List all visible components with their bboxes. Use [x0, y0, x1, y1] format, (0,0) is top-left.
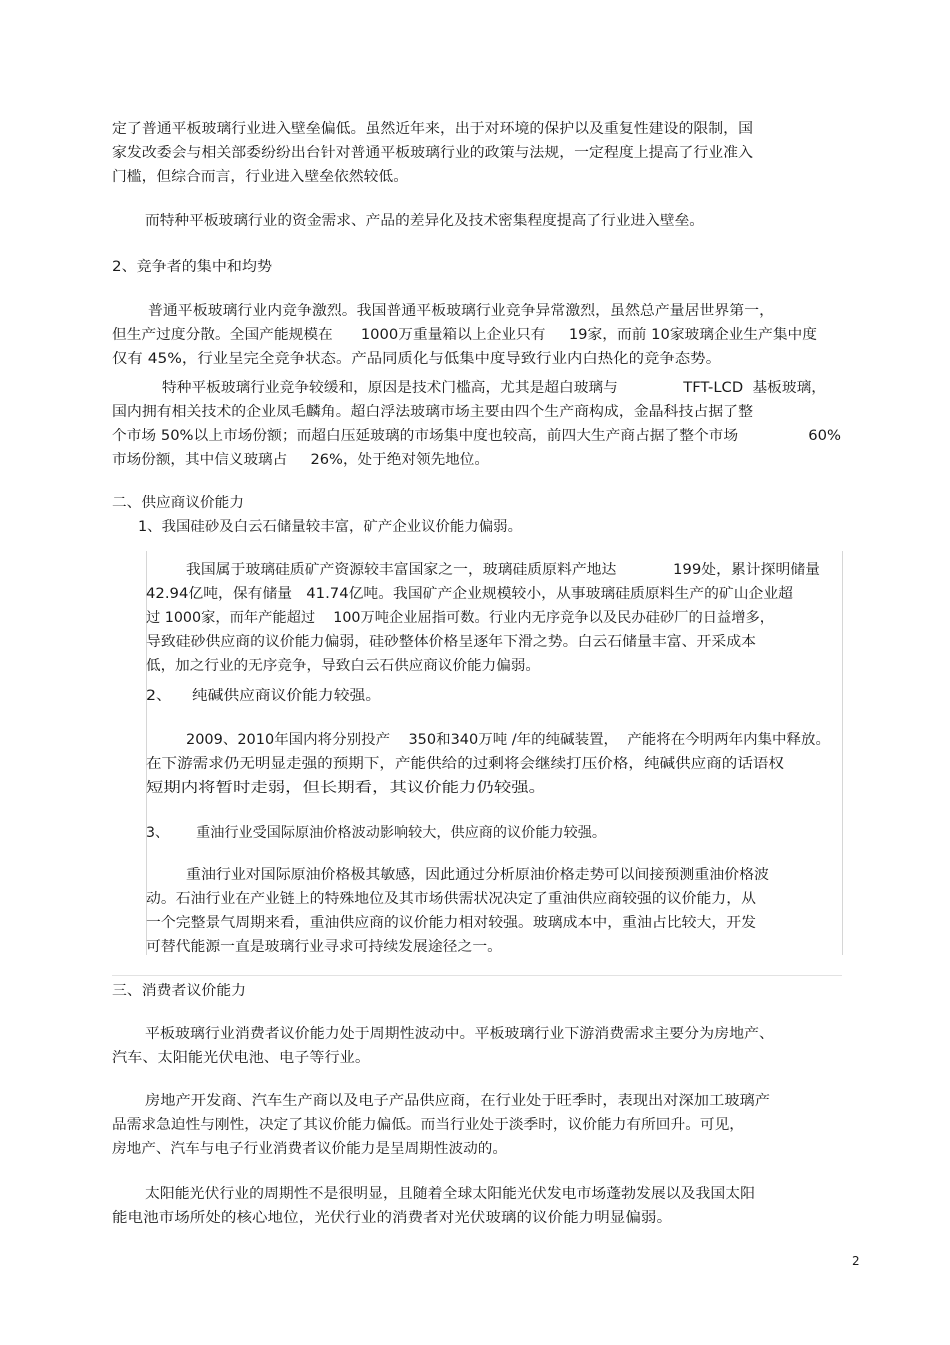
- text-line: 房地产、汽车与电子行业消费者议价能力是呈周期性波动的。: [112, 1141, 507, 1157]
- text-line: 3、 重油行业受国际原油价格波动影响较大，供应商的议价能力较强。: [146, 825, 606, 841]
- text-line: 动。石油行业在产业链上的特殊地位及其市场供需状况决定了重油供应商较强的议价能力，从: [146, 891, 756, 907]
- page-number: 2: [852, 1254, 860, 1268]
- text-line: 但生产过度分散。全国产能规模在 1000万重量箱以上企业只有 19家，而前 10家玻璃企业生产集中度: [112, 327, 817, 343]
- text-line: 过 1000家，而年产能超过 100万吨企业屈指可数。行业内无序竞争以及民办硅砂厂的日益增多，: [146, 610, 774, 626]
- text-line: 太阳能光伏行业的周期性不是很明显，且随着全球太阳能光伏发电市场蓬勃发展以及我国太阳: [145, 1186, 755, 1202]
- text-line: 2、 纯碱供应商议价能力较强。: [146, 688, 381, 704]
- text-line: 我国属于玻璃硅质矿产资源较丰富国家之一，玻璃硅质原料产地达 199处，累计探明储量: [186, 562, 820, 578]
- text-line: 房地产开发商、汽车生产商以及电子产品供应商，在行业处于旺季时，表现出对深加工玻璃产: [145, 1093, 770, 1109]
- text-line: 可替代能源一直是玻璃行业寻求可持续发展途径之一。: [146, 939, 502, 955]
- text-line: 品需求急迫性与刚性，决定了其议价能力偏低。而当行业处于淡季时，议价能力有所回升。可见，: [112, 1117, 744, 1133]
- text-line: 一个完整景气周期来看，重油供应商的议价能力相对较强。玻璃成本中，重油占比较大，开发: [146, 915, 756, 931]
- text-line: 2、竞争者的集中和均势: [112, 259, 272, 275]
- text-line: 42.94亿吨，保有储量 41.74亿吨。我国矿产企业规模较小，从事玻璃硅质原料生产的矿山企业超: [146, 586, 793, 602]
- text-line: 能电池市场所处的核心地位，光伏行业的消费者对光伏玻璃的议价能力明显偏弱。: [112, 1210, 672, 1226]
- text-line: 在下游需求仍无明显走强的预期下，产能供给的过剩将会继续打压价格，纯碱供应商的话语权: [146, 756, 784, 772]
- text-line: 仅有 45%，行业呈完全竞争状态。产品同质化与低集中度导致行业内白热化的竞争态势。: [112, 351, 721, 367]
- text-line: 导致硅砂供应商的议价能力偏弱，硅砂整体价格呈逐年下滑之势。白云石储量丰富、开采成本: [146, 634, 756, 650]
- text-line: 三、消费者议价能力: [112, 983, 246, 999]
- text-line: 家发改委会与相关部委纷纷出台针对普通平板玻璃行业的政策与法规，一定程度上提高了行业准入: [112, 145, 753, 161]
- text-line: 短期内将暂时走弱，但长期看，其议价能力仍较强。: [146, 780, 546, 796]
- text-line: 门槛，但综合而言，行业进入壁垒依然较低。: [112, 169, 408, 185]
- text-line: 2009、2010年国内将分别投产 350和340万吨 /年的纯碱装置， 产能将在今明两年内集中释放。: [186, 732, 830, 748]
- section-divider: [112, 975, 842, 976]
- text-line: 1、我国硅砂及白云石储量较丰富，矿产企业议价能力偏弱。: [138, 519, 522, 535]
- text-line: 市场份额，其中信义玻璃占 26%，处于绝对领先地位。: [112, 452, 490, 468]
- text-line: 国内拥有相关技术的企业凤毛麟角。超白浮法玻璃市场主要由四个生产商构成，金晶科技占据了整: [112, 404, 753, 420]
- text-line: 平板玻璃行业消费者议价能力处于周期性波动中。平板玻璃行业下游消费需求主要分为房地产、: [145, 1026, 774, 1042]
- text-line: 定了普通平板玻璃行业进入壁垒偏低。虽然近年来，出于对环境的保护以及重复性建设的限制，国: [112, 121, 753, 137]
- text-line: 汽车、太阳能光伏电池、电子等行业。: [112, 1050, 370, 1066]
- text-line: 二、供应商议价能力: [112, 495, 244, 511]
- text-line: 特种平板玻璃行业竞争较缓和，原因是技术门槛高，尤其是超白玻璃与 TFT-LCD 基板玻璃，: [162, 380, 826, 396]
- text-line: 个市场 50%以上市场份额；而超白压延玻璃的市场集中度也较高，前四大生产商占据了整个市场 60%: [112, 428, 841, 444]
- text-line: 普通平板玻璃行业内竞争激烈。我国普通平板玻璃行业竞争异常激烈，虽然总产量居世界第一，: [148, 303, 774, 319]
- text-line: 而特种平板玻璃行业的资金需求、产品的差异化及技术密集程度提高了行业进入壁垒。: [145, 213, 704, 229]
- text-line: 低，加之行业的无序竞争，导致白云石供应商议价能力偏弱。: [146, 658, 540, 674]
- text-line: 重油行业对国际原油价格极其敏感，因此通过分析原油价格走势可以间接预测重油价格波: [186, 867, 769, 883]
